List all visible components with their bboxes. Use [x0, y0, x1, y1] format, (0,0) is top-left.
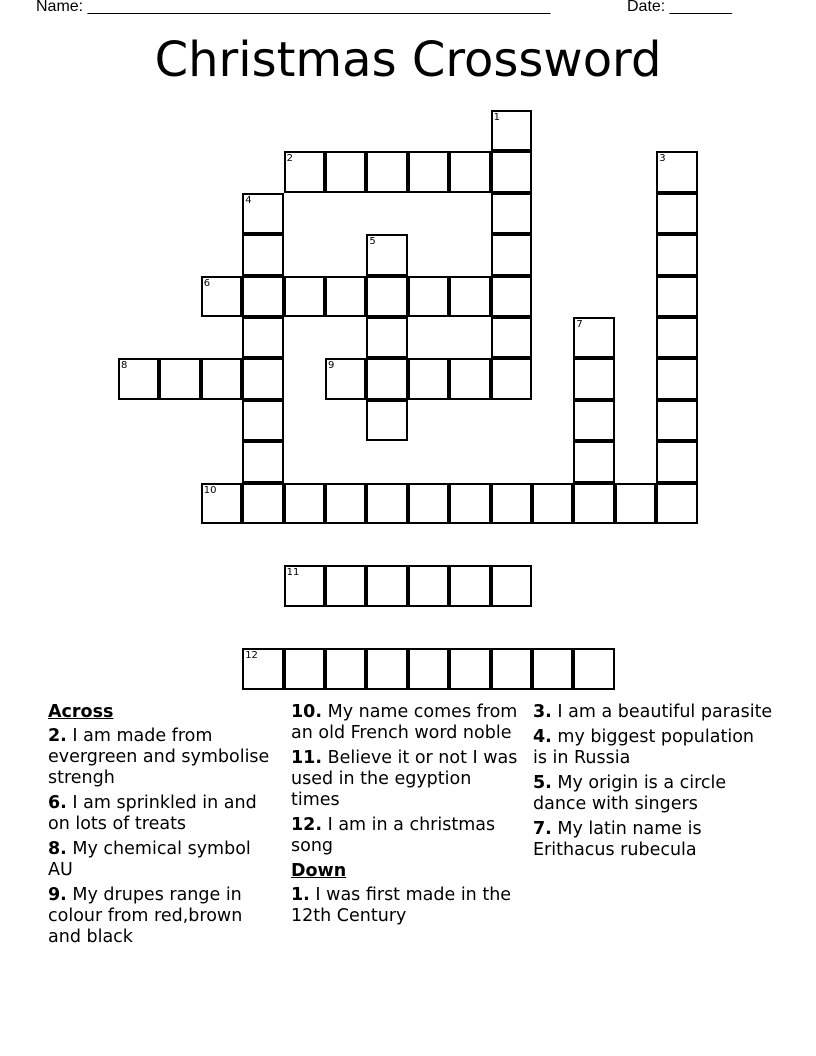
- crossword-cell[interactable]: [656, 358, 697, 399]
- crossword-cell[interactable]: [284, 483, 325, 524]
- clues-column-1: [48, 702, 276, 952]
- crossword-cell[interactable]: [656, 193, 697, 234]
- crossword-cell[interactable]: [408, 358, 449, 399]
- clue-number: 6: [203, 277, 211, 289]
- crossword-cell[interactable]: [491, 276, 532, 317]
- crossword-cell[interactable]: [325, 565, 366, 606]
- clues-column-3: [533, 702, 773, 865]
- crossword-cell[interactable]: [325, 483, 366, 524]
- crossword-cell[interactable]: [366, 151, 407, 192]
- crossword-cell[interactable]: [491, 565, 532, 606]
- crossword-cell[interactable]: [366, 483, 407, 524]
- crossword-cell[interactable]: [366, 565, 407, 606]
- crossword-cell[interactable]: [242, 358, 283, 399]
- clue-number: 2: [286, 153, 293, 165]
- page-title: Christmas Crossword: [154, 32, 662, 88]
- crossword-cell[interactable]: [573, 358, 614, 399]
- crossword-cell[interactable]: [284, 648, 325, 689]
- crossword-cell[interactable]: [408, 648, 449, 689]
- clue-down-1: 1. I was first made in the 12th Century: [291, 885, 512, 926]
- crossword-cell[interactable]: [242, 400, 283, 441]
- crossword-cell[interactable]: [491, 151, 532, 192]
- name-line: ____________________________________________________: [87, 0, 551, 15]
- crossword-cell[interactable]: [532, 648, 573, 689]
- down-heading: Down: [291, 861, 347, 881]
- clue-number: 3: [659, 153, 666, 165]
- clue-number: 10: [203, 484, 217, 496]
- crossword-cell[interactable]: [242, 193, 283, 234]
- name-field[interactable]: [36, 0, 550, 16]
- crossword-cell[interactable]: [325, 276, 366, 317]
- crossword-cell[interactable]: [242, 276, 283, 317]
- crossword-cell[interactable]: [284, 151, 325, 192]
- clue-number: 12: [245, 650, 258, 662]
- crossword-cell[interactable]: [656, 234, 697, 275]
- date-label: Date:: [627, 0, 666, 15]
- crossword-cell[interactable]: [573, 441, 614, 482]
- clue-across-11: 11. Believe it or not I was used in the egyption times: [291, 748, 518, 810]
- clue-across-12: 12. I am in a christmas song: [291, 815, 496, 856]
- clue-number: 7: [576, 319, 583, 330]
- crossword-cell[interactable]: [491, 648, 532, 689]
- date-field[interactable]: [627, 0, 732, 16]
- crossword-cell[interactable]: [491, 234, 532, 275]
- crossword-cell[interactable]: [118, 358, 159, 399]
- crossword-cell[interactable]: [573, 483, 614, 524]
- clue-number: 5: [369, 236, 376, 248]
- crossword-cell[interactable]: [159, 358, 200, 399]
- crossword-cell[interactable]: [449, 358, 490, 399]
- crossword-cell[interactable]: [325, 151, 366, 192]
- crossword-cell[interactable]: [573, 648, 614, 689]
- name-label: Name:: [36, 0, 84, 15]
- clue-number: 1: [493, 112, 500, 123]
- crossword-cell[interactable]: [449, 648, 490, 689]
- crossword-cell[interactable]: [491, 317, 532, 358]
- crossword-cell[interactable]: [532, 483, 573, 524]
- crossword-cell[interactable]: [491, 110, 532, 151]
- crossword-cell[interactable]: [408, 276, 449, 317]
- crossword-cell[interactable]: [366, 648, 407, 689]
- crossword-cell[interactable]: [573, 400, 614, 441]
- crossword-cell[interactable]: [449, 565, 490, 606]
- crossword-cell[interactable]: [242, 234, 283, 275]
- crossword-cell[interactable]: [325, 358, 366, 399]
- clue-across-2: 2. I am made from evergreen and symbolise strengh: [48, 726, 270, 788]
- crossword-cell[interactable]: [201, 483, 242, 524]
- crossword-cell[interactable]: [449, 483, 490, 524]
- clue-across-8: 8. My chemical symbol AU: [48, 839, 251, 880]
- crossword-cell[interactable]: [325, 648, 366, 689]
- clue-number: 4: [245, 194, 252, 206]
- crossword-cell[interactable]: [491, 193, 532, 234]
- crossword-cell[interactable]: [656, 151, 697, 192]
- crossword-cell[interactable]: [408, 483, 449, 524]
- crossword-cell[interactable]: [366, 234, 407, 275]
- crossword-cell[interactable]: [366, 358, 407, 399]
- crossword-cell[interactable]: [573, 317, 614, 358]
- crossword-cell[interactable]: [201, 276, 242, 317]
- clue-number: 11: [286, 567, 300, 579]
- crossword-cell[interactable]: [242, 441, 283, 482]
- crossword-cell[interactable]: [449, 276, 490, 317]
- crossword-cell[interactable]: [656, 276, 697, 317]
- crossword-cell[interactable]: [656, 483, 697, 524]
- clue-number: 9: [328, 360, 335, 372]
- crossword-cell[interactable]: [408, 565, 449, 606]
- crossword-cell[interactable]: [491, 483, 532, 524]
- crossword-cell[interactable]: [366, 317, 407, 358]
- crossword-cell[interactable]: [656, 400, 697, 441]
- clue-across-6: 6. I am sprinkled in and on lots of treats: [48, 793, 257, 834]
- crossword-cell[interactable]: [284, 276, 325, 317]
- crossword-cell[interactable]: [656, 317, 697, 358]
- crossword-cell[interactable]: [408, 151, 449, 192]
- clues-column-2: [291, 702, 521, 931]
- crossword-cell[interactable]: [366, 400, 407, 441]
- crossword-cell[interactable]: [242, 648, 283, 689]
- crossword-cell[interactable]: [615, 483, 656, 524]
- clue-number: 8: [121, 360, 128, 372]
- clue-down-3: 3. I am a beautiful parasite: [533, 702, 773, 722]
- crossword-cell[interactable]: [201, 358, 242, 399]
- crossword-cell[interactable]: [242, 483, 283, 524]
- date-line: _______: [669, 0, 732, 15]
- crossword-cell[interactable]: [449, 151, 490, 192]
- clue-across-10: 10. My name comes from an old French word noble: [291, 702, 518, 743]
- crossword-cell[interactable]: [242, 317, 283, 358]
- crossword-cell[interactable]: [656, 441, 697, 482]
- crossword-cell[interactable]: [491, 358, 532, 399]
- crossword-cell[interactable]: [366, 276, 407, 317]
- clue-down-7: 7. My latin name is Erithacus rubecula: [533, 819, 702, 860]
- clue-down-5: 5. My origin is a circle dance with singers: [533, 773, 727, 814]
- across-heading: Across: [48, 702, 114, 722]
- crossword-cell[interactable]: [284, 565, 325, 606]
- clue-across-9: 9. My drupes range in colour from red,brown and black: [48, 885, 243, 947]
- clue-down-4: 4. my biggest population is in Russia: [533, 727, 754, 768]
